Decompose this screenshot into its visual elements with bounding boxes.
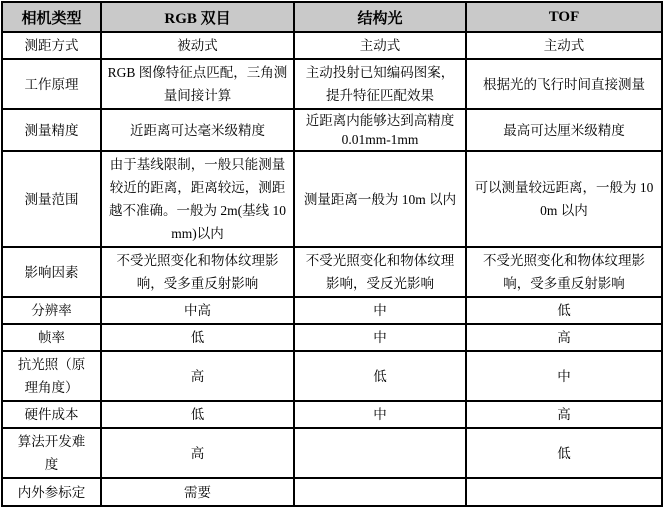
table-cell: 低 (466, 297, 662, 324)
table-cell: 低 (101, 401, 294, 428)
table-row-ranging-mode (2, 32, 662, 59)
table-cell: 低 (294, 351, 466, 401)
table-cell: 主动投射已知编码图案，提升特征匹配效果 (294, 59, 466, 109)
table-cell: 中 (466, 351, 662, 401)
table-cell: 主动式 (294, 32, 466, 59)
table-cell: 由于基线限制，一般只能测量较近的距离，距离较远，测距越不准确。一般为 2m(基线 10mm)以内 (101, 151, 294, 247)
table-cell (294, 428, 466, 478)
table-cell: 高 (101, 428, 294, 478)
table-row-measure-accuracy (2, 109, 662, 151)
column-header-camera-type: 相机类型 (2, 2, 101, 32)
row-label: 分辨率 (2, 297, 101, 324)
table-cell: 近距离可达毫米级精度 (101, 109, 294, 151)
row-label: 硬件成本 (2, 401, 101, 428)
table-cell (294, 478, 466, 506)
camera-comparison-table (1, 1, 663, 507)
table-row-frame-rate (2, 324, 662, 351)
row-label: 影响因素 (2, 247, 101, 297)
row-label: 测量精度 (2, 109, 101, 151)
table-row-light-resistance (2, 351, 662, 401)
table-row-influencing-factors (2, 247, 662, 297)
table-cell: 根据光的飞行时间直接测量 (466, 59, 662, 109)
row-label: 算法开发难度 (2, 428, 101, 478)
column-header-rgb-stereo: RGB 双目 (101, 2, 294, 32)
table-cell: 中高 (101, 297, 294, 324)
table-cell: RGB 图像特征点匹配，三角测量间接计算 (101, 59, 294, 109)
table-cell: 不受光照变化和物体纹理影响，受多重反射影响 (466, 247, 662, 297)
table-row-working-principle (2, 59, 662, 109)
table-header-row (2, 2, 662, 32)
table-cell: 低 (466, 428, 662, 478)
row-label: 工作原理 (2, 59, 101, 109)
table-cell: 不受光照变化和物体纹理影响，受多重反射影响 (101, 247, 294, 297)
table-cell: 高 (101, 351, 294, 401)
table-cell: 中 (294, 297, 466, 324)
column-header-tof: TOF (466, 2, 662, 32)
row-label: 内外参标定 (2, 478, 101, 506)
table-cell: 高 (466, 324, 662, 351)
row-label: 测量范围 (2, 151, 101, 247)
table-cell: 需要 (101, 478, 294, 506)
table-row-measure-range (2, 151, 662, 247)
table-cell: 测量距离一般为 10m 以内 (294, 151, 466, 247)
table-cell: 近距离内能够达到高精度 0.01mm-1mm (294, 109, 466, 151)
table-cell: 低 (101, 324, 294, 351)
table-cell (466, 478, 662, 506)
table-cell: 中 (294, 401, 466, 428)
table-row-hardware-cost (2, 401, 662, 428)
table-row-algorithm-difficulty (2, 428, 662, 478)
table-cell: 不受光照变化和物体纹理影响，受反光影响 (294, 247, 466, 297)
table-row-resolution (2, 297, 662, 324)
table-row-calibration (2, 478, 662, 506)
table-cell: 可以测量较远距离，一般为 100m 以内 (466, 151, 662, 247)
table-cell: 高 (466, 401, 662, 428)
row-label: 测距方式 (2, 32, 101, 59)
table-cell: 最高可达厘米级精度 (466, 109, 662, 151)
table-cell: 主动式 (466, 32, 662, 59)
row-label: 抗光照（原理角度） (2, 351, 101, 401)
row-label: 帧率 (2, 324, 101, 351)
table-cell: 被动式 (101, 32, 294, 59)
column-header-structured-light: 结构光 (294, 2, 466, 32)
table-cell: 中 (294, 324, 466, 351)
